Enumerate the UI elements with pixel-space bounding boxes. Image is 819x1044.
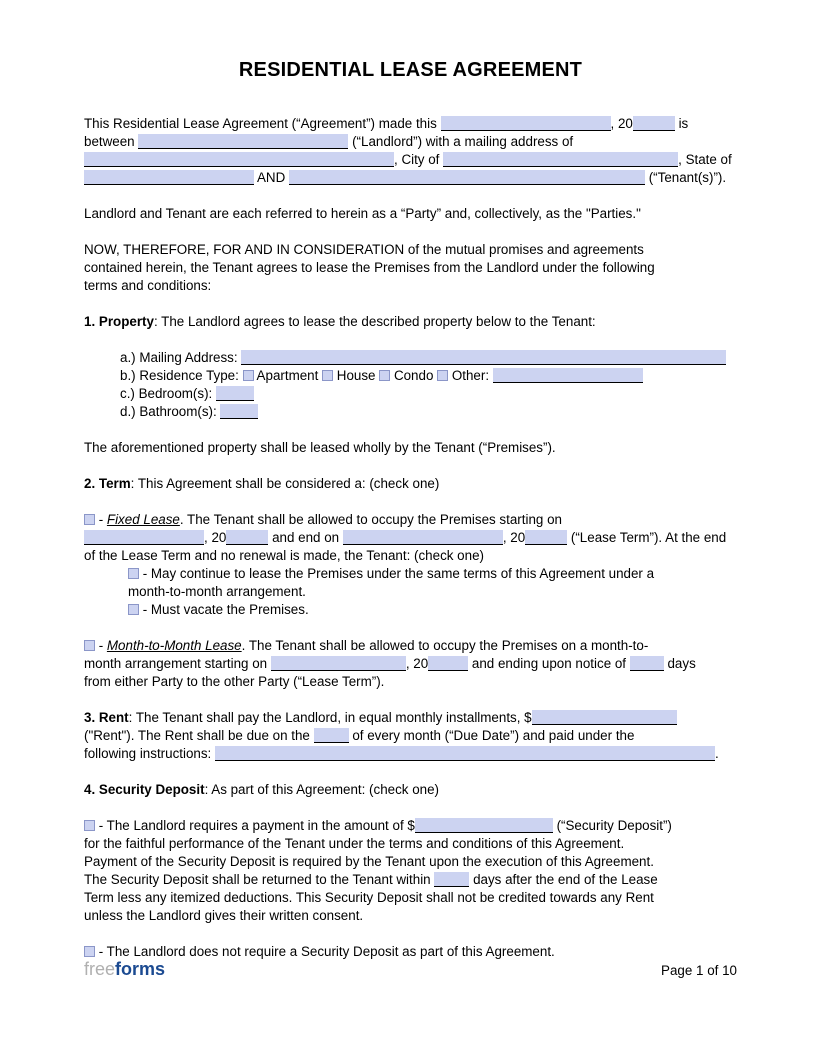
text-segment: , City of (394, 152, 444, 167)
text-segment: between (84, 134, 139, 149)
agreement-date-field[interactable] (441, 116, 611, 131)
premises-mailing-address-field[interactable] (241, 350, 726, 365)
text-segment: Payment of the Security Deposit is required by the Tenant upon the execution of this Agreement. (84, 854, 654, 869)
fixed-lease-block (84, 511, 737, 619)
continue-month-to-month-checkbox[interactable] (128, 568, 139, 579)
text-segment: contained herein, the Tenant agrees to lease the Premises from the Landlord under the following (84, 260, 655, 275)
month-to-month-checkbox[interactable] (84, 640, 95, 651)
section-2-label: 2. Term (84, 476, 131, 491)
text-segment: . The Tenant shall be allowed to occupy the Premises starting on (179, 512, 562, 527)
deposit-return-days-field[interactable] (434, 872, 469, 887)
landlord-name-field[interactable] (138, 134, 348, 149)
logo-forms-text: forms (115, 959, 166, 979)
text-segment: (“Landlord”) with a mailing address of (348, 134, 574, 149)
lease-start-date-field[interactable] (84, 530, 204, 545)
text-segment: , 20 (204, 530, 227, 545)
consideration-paragraph (84, 241, 737, 295)
text-segment: ("Rent"). The Rent shall be due on the (84, 728, 314, 743)
text-segment: following instructions: (84, 746, 215, 761)
text-segment: and end on (268, 530, 343, 545)
text-segment: , 20 (502, 530, 526, 545)
text-segment: , 20 (610, 116, 633, 131)
state-field[interactable] (84, 170, 254, 185)
text-segment: - May continue to lease the Premises under the same terms of this Agreement under a (139, 566, 655, 581)
deposit-required-checkbox[interactable] (84, 820, 95, 831)
lease-end-year-field[interactable] (525, 530, 567, 545)
text-segment: , State of (678, 152, 732, 167)
text-segment: b.) Residence Type: (120, 368, 243, 383)
freeforms-logo (84, 958, 165, 980)
text-segment: - Must vacate the Premises. (139, 602, 309, 617)
bedrooms-field[interactable] (216, 386, 254, 401)
text-segment: . The Tenant shall be allowed to occupy the Premises on a month-to- (241, 638, 649, 653)
text-segment: of every month (“Due Date”) and paid under the (348, 728, 635, 743)
text-segment: c.) Bedroom(s): (120, 386, 216, 401)
m2m-start-date-field[interactable] (271, 656, 406, 671)
payment-instructions-field[interactable] (215, 746, 715, 761)
page-number: Page 1 of 10 (661, 963, 737, 978)
no-deposit-checkbox[interactable] (84, 946, 95, 957)
text-segment: days after the end of the Lease (469, 872, 658, 887)
term-section-heading (84, 475, 737, 493)
text-segment: is (674, 116, 689, 131)
parties-paragraph (84, 205, 737, 223)
m2m-start-year-field[interactable] (428, 656, 468, 671)
text-segment: - The Landlord does not require a Security Deposit as part of this Agreement. (95, 944, 555, 959)
rent-due-day-field[interactable] (314, 728, 349, 743)
text-segment: : This Agreement shall be considered a: (check one) (130, 476, 440, 491)
text-segment: Apartment (253, 368, 323, 383)
text-segment: . (715, 746, 719, 761)
text-segment: of the Lease Term and no renewal is made, the Tenant: (check one) (84, 548, 484, 563)
text-segment: and ending upon notice of (468, 656, 630, 671)
text-segment: : The Landlord agrees to lease the described property below to the Tenant: (153, 314, 596, 329)
text-segment: unless the Landlord gives their written consent. (84, 908, 364, 923)
apartment-checkbox[interactable] (243, 370, 254, 381)
other-checkbox[interactable] (437, 370, 448, 381)
city-field[interactable] (443, 152, 678, 167)
text-segment: The Security Deposit shall be returned to the Tenant within (84, 872, 435, 887)
text-segment: terms and conditions: (84, 278, 212, 293)
text-segment: AND (254, 170, 289, 185)
month-to-month-label: Month-to-Month Lease (106, 638, 242, 653)
landlord-address-field[interactable] (84, 152, 394, 167)
text-segment: Term less any itemized deductions. This Security Deposit shall not be credited towards any Rent (84, 890, 654, 905)
text-segment: : The Tenant shall pay the Landlord, in equal monthly installments, $ (128, 710, 532, 725)
text-segment: Landlord and Tenant are each referred to herein as a “Party” and, collectively, as the "Parties." (84, 206, 641, 221)
fixed-lease-label: Fixed Lease (106, 512, 180, 527)
property-section-heading (84, 313, 737, 331)
text-segment: NOW, THEREFORE, FOR AND IN CONSIDERATION of the mutual promises and agreements (84, 242, 644, 257)
tenant-name-field[interactable] (289, 170, 645, 185)
premises-note-paragraph (84, 439, 737, 457)
fixed-lease-option-vacate (84, 601, 737, 619)
text-segment: Other: (448, 368, 493, 383)
residence-other-field[interactable] (493, 368, 643, 383)
text-segment: a.) Mailing Address: (120, 350, 242, 365)
text-segment: from either Party to the other Party (“Lease Term”). (84, 674, 385, 689)
section-4-label: 4. Security Deposit (84, 782, 205, 797)
text-segment: House (333, 368, 380, 383)
deposit-required-block (84, 817, 737, 925)
text-segment: for the faithful performance of the Tenant under the terms and conditions of this Agreement. (84, 836, 625, 851)
house-checkbox[interactable] (322, 370, 333, 381)
text-segment: - (95, 512, 107, 527)
deposit-amount-field[interactable] (415, 818, 553, 833)
text-segment: - (95, 638, 107, 653)
bathrooms-field[interactable] (220, 404, 258, 419)
text-segment: Condo (390, 368, 438, 383)
logo-free-text: free (84, 959, 116, 979)
month-to-month-block (84, 637, 737, 691)
intro-paragraph (84, 115, 737, 187)
page-footer (84, 958, 737, 980)
text-segment: , 20 (405, 656, 429, 671)
text-segment: (“Lease Term”). At the end (567, 530, 727, 545)
lease-end-date-field[interactable] (343, 530, 503, 545)
document-title: RESIDENTIAL LEASE AGREEMENT (238, 59, 583, 81)
condo-checkbox[interactable] (379, 370, 390, 381)
rent-amount-field[interactable] (532, 710, 677, 725)
text-segment: (“Tenant(s)”). (644, 170, 727, 185)
must-vacate-checkbox[interactable] (128, 604, 139, 615)
text-segment: (“Security Deposit”) (552, 818, 672, 833)
fixed-lease-checkbox[interactable] (84, 514, 95, 525)
section-1-label: 1. Property (84, 314, 154, 329)
property-items (84, 349, 737, 421)
property-item-c (84, 385, 737, 403)
property-item-a (84, 349, 737, 367)
lease-start-year-field[interactable] (226, 530, 268, 545)
text-segment: - The Landlord requires a payment in the amount of $ (95, 818, 415, 833)
agreement-year-field[interactable] (633, 116, 675, 131)
section-3-label: 3. Rent (84, 710, 129, 725)
text-segment: This Residential Lease Agreement (“Agreement”) made this (84, 116, 441, 131)
security-deposit-heading (84, 781, 737, 799)
page-content (84, 58, 737, 961)
text-segment: : As part of this Agreement: (check one) (204, 782, 440, 797)
text-segment: days (663, 656, 696, 671)
text-segment: d.) Bathroom(s): (120, 404, 221, 419)
text-segment: month-to-month arrangement. (128, 584, 306, 599)
property-item-d (84, 403, 737, 421)
fixed-lease-option-continue (84, 565, 737, 583)
notice-days-field[interactable] (630, 656, 664, 671)
text-segment: month arrangement starting on (84, 656, 271, 671)
rent-section (84, 709, 737, 763)
property-item-b (84, 367, 737, 385)
text-segment: The aforementioned property shall be leased wholly by the Tenant (“Premises”). (84, 440, 556, 455)
